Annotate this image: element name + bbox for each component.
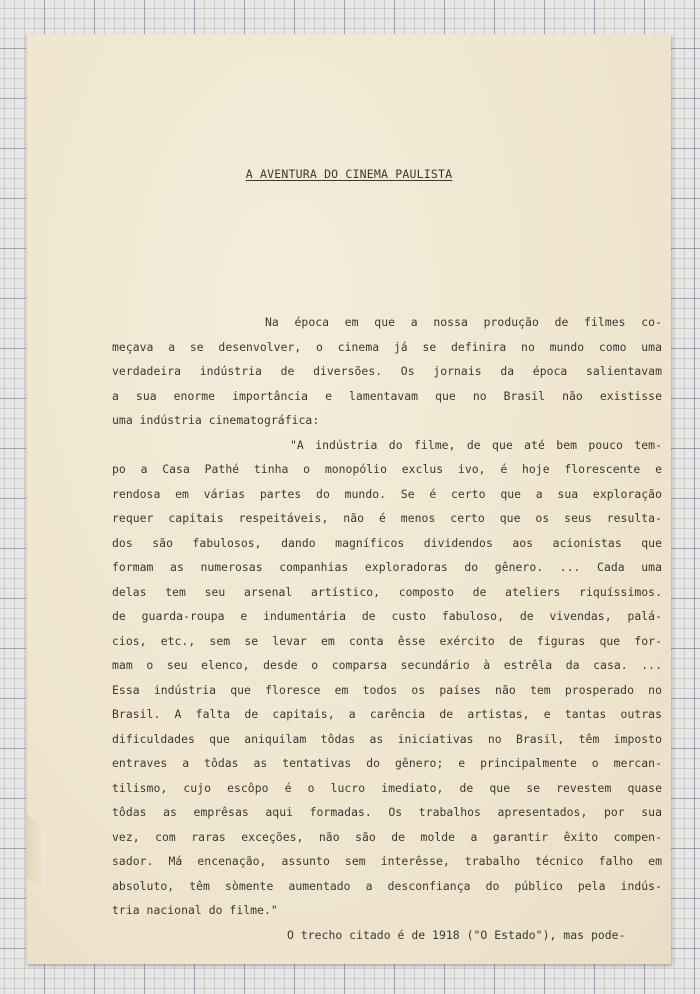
quote-line: requer capitais respeitáveis, não é menos certo que os seus resulta- [112, 511, 662, 525]
quote-line: de guarda-roupa e indumentária de custo fabuloso, de vivendas, palá- [112, 609, 662, 623]
quote-line: tilismo, cujo escôpo é o lucro imediato, de que se revestem quase [112, 780, 662, 795]
quote-line: mam o seu elenco, desde o comparsa secundário à estrêla da casa. ... [112, 658, 662, 672]
quote-line: cios, etc., sem se levar em conta êsse exército de figuras que for- [112, 633, 662, 648]
quote-line: delas tem seu arsenal artístico, composto de ateliers riquíssimos. [112, 584, 662, 599]
quote-line: vez, com raras exceções, não são de molde a garantir êxito compen- [112, 829, 662, 844]
text-line: verdadeira indústria de diversões. Os jornais da época salientavam [112, 364, 662, 378]
quote-line: tôdas as emprêsas aqui formadas. Os trabalhos apresentados, por sua [112, 805, 662, 819]
document-body [112, 315, 662, 952]
quote-line: dos são fabulosos, dando magníficos dividendos aos acionistas que [112, 535, 662, 550]
text-line: meçava a se desenvolver, o cinema já se definira no mundo como uma [112, 339, 662, 354]
text-line: O trecho citado é de 1918 ("O Estado"), mas pode- [287, 927, 626, 942]
text-line: uma indústria cinematográfica: [112, 413, 320, 427]
quote-line: formam as numerosas companhias exploradoras do gênero. ... Cada uma [112, 560, 662, 574]
quote-line: entraves a tôdas as tentativas do gênero; e principalmente o mercan- [112, 756, 662, 770]
folded-corner [27, 814, 45, 894]
text-line: a sua enorme importância e lamentavam que no Brasil não existisse [112, 388, 662, 403]
quote-line: "A indústria do filme, de que até bem pouco tem- [290, 437, 662, 452]
quote-line: tria nacional do filme." [112, 903, 278, 917]
quote-line: Essa indústria que floresce em todos os países não tem prosperado no [112, 682, 662, 697]
quote-line: po a Casa Pathé tinha o monopólio exclus ivo, é hoje florescente e [112, 462, 662, 476]
text-line: Na época em que a nossa produção de filmes co- [265, 315, 662, 329]
quote-line: Brasil. A falta de capitais, a carência de artistas, e tantas outras [112, 707, 662, 721]
page-title: A AVENTURA DO CINEMA PAULISTA [245, 167, 453, 181]
typewritten-page [26, 34, 671, 964]
quote-line: rendosa em várias partes do mundo. Se é certo que a sua exploração [112, 486, 662, 501]
quote-line: dificuldades que aniquilam tôdas as iniciativas no Brasil, têm imposto [112, 731, 662, 746]
quote-line: absoluto, têm sòmente aumentado a desconfiança do público pela indús- [112, 878, 662, 893]
quote-line: sador. Má encenação, assunto sem interêsse, trabalho técnico falho em [112, 854, 662, 868]
